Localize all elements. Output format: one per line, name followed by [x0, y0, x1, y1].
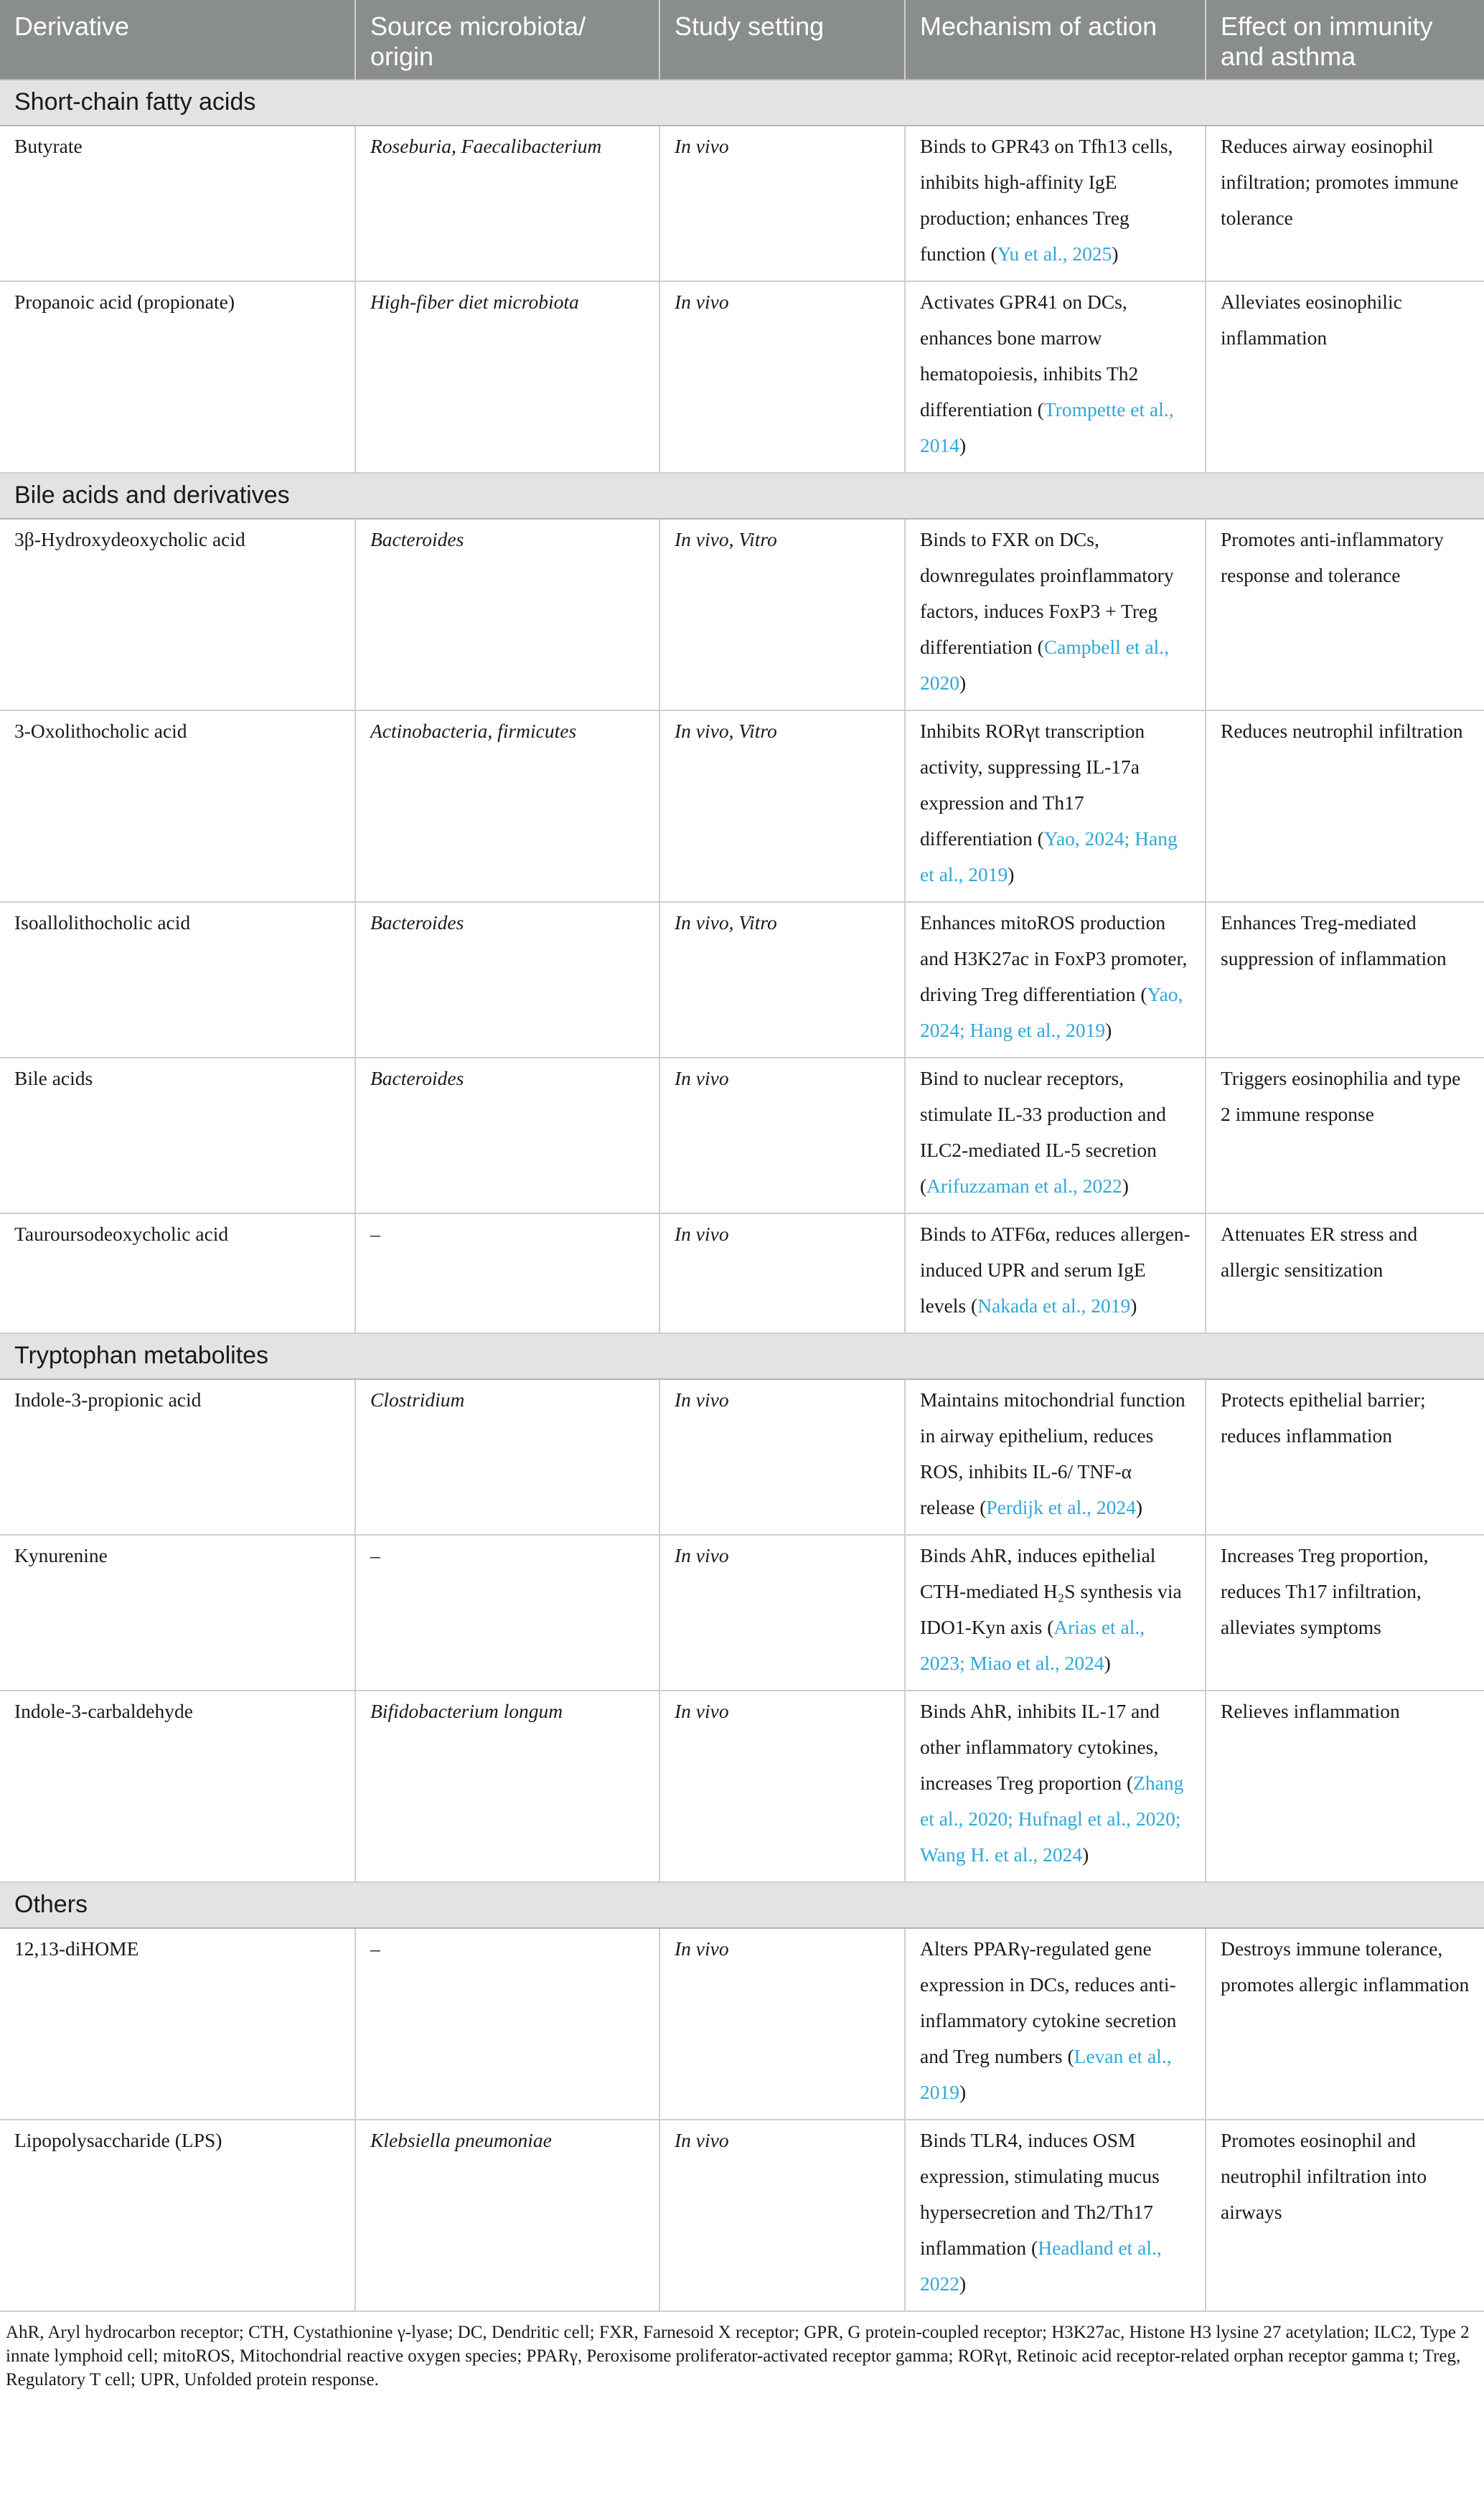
table-row — [0, 1213, 1484, 1333]
cell-source: High-fiber diet microbiota — [355, 281, 659, 473]
citation-link[interactable]: Trompette et al., 2014 — [920, 398, 1174, 456]
section-title: Tryptophan metabolites — [0, 1333, 1484, 1379]
table-body — [0, 80, 1484, 2311]
cell-source: Klebsiella pneumoniae — [355, 2120, 659, 2311]
cell-derivative: 3β-Hydroxydeoxycholic acid — [0, 519, 355, 710]
header-derivative: Derivative — [0, 0, 355, 80]
cell-mechanism: Binds TLR4, induces OSM expression, stimulating mucus hypersecretion and Th2/Th17 inflammation (Headland et al., 2022) — [905, 2120, 1206, 2311]
mechanism-text: Bind to nuclear receptors, stimulate IL-33 production and ILC2-mediated IL-5 secretion — [920, 1067, 1166, 1161]
mechanism-text: Binds to ATF6α, reduces allergen-induced UPR and serum IgE levels — [920, 1223, 1191, 1317]
table-row — [0, 1928, 1484, 2120]
cell-derivative: 12,13-diHOME — [0, 1928, 355, 2120]
section-row — [0, 80, 1484, 126]
cell-study-setting: In vivo, Vitro — [659, 902, 905, 1058]
cell-study-setting: In vivo, Vitro — [659, 710, 905, 902]
cell-mechanism: Enhances mitoROS production and H3K27ac in FoxP3 promoter, driving Treg differentiation (Yao, 2024; Hang et al., 2019) — [905, 902, 1206, 1058]
cell-source: – — [355, 1535, 659, 1691]
table-row — [0, 1058, 1484, 1213]
cell-effect: Relieves inflammation — [1206, 1691, 1484, 1882]
cell-source: – — [355, 1213, 659, 1333]
cell-derivative: Kynurenine — [0, 1535, 355, 1691]
cell-study-setting: In vivo — [659, 1928, 905, 2120]
section-row — [0, 1882, 1484, 1928]
cell-mechanism: Binds to GPR43 on Tfh13 cells, inhibits high-affinity IgE production; enhances Treg function (Yu et al., 2025) — [905, 126, 1206, 281]
table-row — [0, 1535, 1484, 1691]
cell-effect: Protects epithelial barrier; reduces inflammation — [1206, 1379, 1484, 1535]
cell-source: Bifidobacterium longum — [355, 1691, 659, 1882]
mechanism-text: Binds AhR, induces epithelial CTH-mediated H₂S synthesis via IDO1-Kyn axis — [920, 1544, 1182, 1638]
section-title: Bile acids and derivatives — [0, 473, 1484, 519]
cell-source: Bacteroides — [355, 519, 659, 710]
cell-effect: Promotes anti-inflammatory response and tolerance — [1206, 519, 1484, 710]
citation-link[interactable]: Perdijk et al., 2024 — [986, 1496, 1136, 1518]
section-row — [0, 1333, 1484, 1379]
citation-link[interactable]: Campbell et al., 2020 — [920, 636, 1169, 694]
cell-study-setting: In vivo — [659, 2120, 905, 2311]
citation-link[interactable]: Arifuzzaman et al., 2022 — [926, 1175, 1122, 1197]
cell-mechanism: Bind to nuclear receptors, stimulate IL-33 production and ILC2-mediated IL-5 secretion (Arifuzzaman et al., 2022) — [905, 1058, 1206, 1213]
mechanism-text: Inhibits RORγt transcription activity, suppressing IL-17a expression and Th17 differentiation — [920, 720, 1145, 850]
cell-study-setting: In vivo, Vitro — [659, 519, 905, 710]
cell-study-setting: In vivo — [659, 1379, 905, 1535]
table-row — [0, 1691, 1484, 1882]
cell-source: – — [355, 1928, 659, 2120]
cell-derivative: Indole-3-carbaldehyde — [0, 1691, 355, 1882]
cell-derivative: Isoallolithocholic acid — [0, 902, 355, 1058]
mechanism-text: Enhances mitoROS production and H3K27ac in FoxP3 promoter, driving Treg differentiation — [920, 911, 1188, 1005]
section-title: Short-chain fatty acids — [0, 80, 1484, 126]
cell-effect: Attenuates ER stress and allergic sensitization — [1206, 1213, 1484, 1333]
cell-derivative: 3-Oxolithocholic acid — [0, 710, 355, 902]
cell-mechanism: Binds to ATF6α, reduces allergen-induced UPR and serum IgE levels (Nakada et al., 2019) — [905, 1213, 1206, 1333]
mechanism-text: Maintains mitochondrial function in airway epithelium, reduces ROS, inhibits IL-6/ TNF-α release — [920, 1388, 1185, 1518]
cell-mechanism: Inhibits RORγt transcription activity, suppressing IL-17a expression and Th17 differentiation (Yao, 2024; Hang et al., 2019) — [905, 710, 1206, 902]
cell-mechanism: Activates GPR41 on DCs, enhances bone marrow hematopoiesis, inhibits Th2 differentiation (Trompette et al., 2014) — [905, 281, 1206, 473]
cell-effect: Destroys immune tolerance, promotes allergic inflammation — [1206, 1928, 1484, 2120]
mechanism-text: Alters PPARγ-regulated gene expression in DCs, reduces anti-inflammatory cytokine secretion and Treg numbers — [920, 1937, 1177, 2067]
citation-link[interactable]: Levan et al., 2019 — [920, 2045, 1172, 2103]
table-row — [0, 519, 1484, 710]
cell-mechanism: Binds AhR, inhibits IL-17 and other inflammatory cytokines, increases Treg proportion (Zhang et al., 2020; Hufnagl et al., 2020; Wang H. et al., 2024) — [905, 1691, 1206, 1882]
cell-effect: Increases Treg proportion, reduces Th17 infiltration, alleviates symptoms — [1206, 1535, 1484, 1691]
cell-study-setting: In vivo — [659, 1058, 905, 1213]
cell-effect: Alleviates eosinophilic inflammation — [1206, 281, 1484, 473]
cell-derivative: Indole-3-propionic acid — [0, 1379, 355, 1535]
cell-derivative: Tauroursodeoxycholic acid — [0, 1213, 355, 1333]
cell-source: Bacteroides — [355, 1058, 659, 1213]
cell-derivative: Bile acids — [0, 1058, 355, 1213]
section-row — [0, 473, 1484, 519]
cell-effect: Reduces airway eosinophil infiltration; promotes immune tolerance — [1206, 126, 1484, 281]
citation-link[interactable]: Headland et al., 2022 — [920, 2237, 1162, 2295]
header-source: Source microbiota/ origin — [355, 0, 659, 80]
cell-source: Roseburia, Faecalibacterium — [355, 126, 659, 281]
cell-mechanism: Maintains mitochondrial function in airway epithelium, reduces ROS, inhibits IL-6/ TNF-α release (Perdijk et al., 2024) — [905, 1379, 1206, 1535]
mechanism-text: Binds AhR, inhibits IL-17 and other inflammatory cytokines, increases Treg proportion — [920, 1700, 1160, 1794]
table-row — [0, 902, 1484, 1058]
citation-link[interactable]: Yao, 2024; Hang et al., 2019 — [920, 827, 1178, 885]
cell-effect: Triggers eosinophilia and type 2 immune response — [1206, 1058, 1484, 1213]
cell-derivative: Propanoic acid (propionate) — [0, 281, 355, 473]
table-footnote: AhR, Aryl hydrocarbon receptor; CTH, Cystathionine γ-lyase; DC, Dendritic cell; FXR, Farnesoid X receptor; GPR, G protein-coupled receptor; H3K27ac, Histone H3 lysine 27 acetylation; ILC2, Type 2 innate lymphoid cell; mitoROS, Mitochondrial reactive oxygen species; PPARγ, Peroxisome proliferator-activated receptor gamma; RORγt, Retinoic acid receptor-related orphan receptor gamma t; Treg, Regulatory T cell; UPR, Unfolded protein response. — [6, 2323, 1470, 2389]
mechanism-text: Binds to FXR on DCs, downregulates proinflammatory factors, induces FoxP3 + Treg differentiation — [920, 528, 1174, 658]
table-row — [0, 281, 1484, 473]
cell-mechanism: Alters PPARγ-regulated gene expression in DCs, reduces anti-inflammatory cytokine secretion and Treg numbers (Levan et al., 2019) — [905, 1928, 1206, 2120]
header-mechanism: Mechanism of action — [905, 0, 1206, 80]
cell-effect: Enhances Treg-mediated suppression of inflammation — [1206, 902, 1484, 1058]
cell-derivative: Lipopolysaccharide (LPS) — [0, 2120, 355, 2311]
citation-link[interactable]: Yu et al., 2025 — [997, 243, 1112, 265]
cell-study-setting: In vivo — [659, 1691, 905, 1882]
cell-source: Clostridium — [355, 1379, 659, 1535]
table-row — [0, 126, 1484, 281]
cell-derivative: Butyrate — [0, 126, 355, 281]
cell-source: Bacteroides — [355, 902, 659, 1058]
table-row — [0, 2120, 1484, 2311]
cell-effect: Promotes eosinophil and neutrophil infiltration into airways — [1206, 2120, 1484, 2311]
citation-link[interactable]: Zhang et al., 2020; Hufnagl et al., 2020; Wang H. et al., 2024 — [920, 1772, 1184, 1866]
table-row — [0, 710, 1484, 902]
cell-study-setting: In vivo — [659, 1213, 905, 1333]
citation-link[interactable]: Arias et al., 2023; Miao et al., 2024 — [920, 1616, 1145, 1674]
cell-mechanism: Binds to FXR on DCs, downregulates proinflammatory factors, induces FoxP3 + Treg differentiation (Campbell et al., 2020) — [905, 519, 1206, 710]
cell-effect: Reduces neutrophil infiltration — [1206, 710, 1484, 902]
header-study-setting: Study setting — [659, 0, 905, 80]
citation-link[interactable]: Yao, 2024; Hang et al., 2019 — [920, 983, 1183, 1041]
citation-link[interactable]: Nakada et al., 2019 — [977, 1294, 1131, 1317]
cell-study-setting: In vivo — [659, 281, 905, 473]
mechanism-text: Binds to GPR43 on Tfh13 cells, inhibits high-affinity IgE production; enhances Treg function — [920, 135, 1173, 265]
header-effect: Effect on immunity and asthma — [1206, 0, 1484, 80]
mechanism-text: Activates GPR41 on DCs, enhances bone marrow hematopoiesis, inhibits Th2 differentiation — [920, 291, 1139, 420]
cell-mechanism: Binds AhR, induces epithelial CTH-mediated H₂S synthesis via IDO1-Kyn axis (Arias et al., 2023; Miao et al., 2024) — [905, 1535, 1206, 1691]
table-header — [0, 0, 1484, 80]
cell-study-setting: In vivo — [659, 126, 905, 281]
header-row — [0, 0, 1484, 80]
cell-source: Actinobacteria, firmicutes — [355, 710, 659, 902]
section-title: Others — [0, 1882, 1484, 1928]
table-row — [0, 1379, 1484, 1535]
mechanism-text: Binds TLR4, induces OSM expression, stimulating mucus hypersecretion and Th2/Th17 inflammation — [920, 2129, 1160, 2259]
cell-study-setting: In vivo — [659, 1535, 905, 1691]
